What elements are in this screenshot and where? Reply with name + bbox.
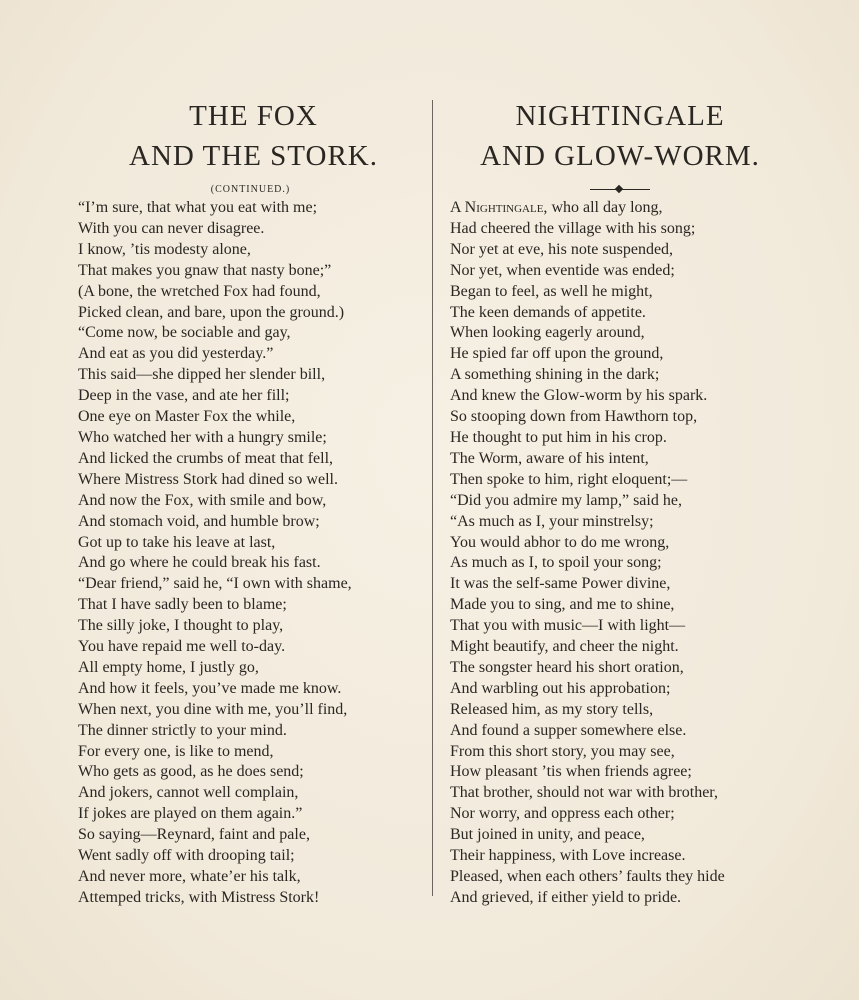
poem-line: You have repaid me well to-day. bbox=[78, 638, 286, 656]
poem-line: The silly joke, I thought to play, bbox=[78, 617, 284, 635]
column-divider bbox=[432, 100, 433, 896]
poem-line: Began to feel, as well he might, bbox=[450, 282, 653, 300]
poem-line: All empty home, I justly go, bbox=[78, 658, 259, 676]
poem-line: The Worm, aware of his intent, bbox=[450, 449, 649, 467]
right-poem bbox=[450, 198, 790, 909]
poem-line: “I’m sure, that what you eat with me; bbox=[78, 199, 318, 216]
left-column bbox=[78, 96, 423, 909]
poem-line: The keen demands of appetite. bbox=[450, 303, 646, 321]
right-title bbox=[450, 96, 790, 176]
poem-line: “Did you admire my lamp,” said he, bbox=[450, 491, 682, 509]
poem-line: Picked clean, and bare, upon the ground.) bbox=[78, 303, 345, 321]
poem-line: But joined in unity, and peace, bbox=[450, 826, 645, 844]
poem-line: “Come now, be sociable and gay, bbox=[78, 324, 291, 342]
left-poem bbox=[78, 198, 423, 909]
poem-line: This said—she dipped her slender bill, bbox=[78, 366, 326, 384]
poem-line: That I have sadly been to blame; bbox=[78, 596, 287, 614]
poem-line: “As much as I, your minstrelsy; bbox=[450, 512, 654, 530]
poem-line: Pleased, when each others’ faults they hide bbox=[450, 868, 725, 885]
poem-line: And warbling out his approbation; bbox=[450, 679, 671, 697]
poem-line: I know, ’tis modesty alone, bbox=[78, 240, 251, 258]
poem-line: And knew the Glow-worm by his spark. bbox=[450, 387, 708, 405]
poem-line: Who watched her with a hungry smile; bbox=[78, 428, 327, 446]
poem-line: And how it feels, you’ve made me know. bbox=[78, 679, 342, 697]
poem-line: The songster heard his short oration, bbox=[450, 658, 684, 676]
poem-line: And go where he could break his fast. bbox=[78, 554, 321, 572]
poem-line: That you with music—I with light— bbox=[450, 617, 686, 635]
poem-line: Had cheered the village with his song; bbox=[450, 219, 696, 237]
poem-line: Made you to sing, and me to shine, bbox=[450, 596, 675, 614]
poem-line: And found a supper somewhere else. bbox=[450, 721, 687, 739]
poem-line: Their happiness, with Love increase. bbox=[450, 847, 686, 865]
poem-line: From this short story, you may see, bbox=[450, 742, 675, 760]
left-title-line1: THE FOX bbox=[189, 100, 318, 132]
poem-line: Who gets as good, as he does send; bbox=[78, 763, 304, 781]
poem-line: The dinner strictly to your mind. bbox=[78, 721, 287, 739]
poem-line: That brother, should not war with brother, bbox=[450, 784, 718, 802]
poem-line: And jokers, cannot well complain, bbox=[78, 784, 299, 802]
poem-line: One eye on Master Fox the while, bbox=[78, 408, 296, 426]
poem-line: Might beautify, and cheer the night. bbox=[450, 638, 679, 656]
poem-line: Deep in the vase, and ate her fill; bbox=[78, 387, 290, 405]
poem-line: Released him, as my story tells, bbox=[450, 700, 654, 718]
poem-line: How pleasant ’tis when friends agree; bbox=[450, 763, 692, 781]
poem-line: Nor yet, when eventide was ended; bbox=[450, 261, 675, 279]
poem-line: Went sadly off with drooping tail; bbox=[78, 847, 295, 865]
poem-line: Nor worry, and oppress each other; bbox=[450, 805, 675, 823]
poem-line: It was the self-same Power divine, bbox=[450, 575, 671, 593]
poem-line: Then spoke to him, right eloquent;— bbox=[450, 470, 688, 488]
right-title-line2: AND GLOW-WORM. bbox=[480, 140, 760, 172]
left-title-line2: AND THE STORK. bbox=[129, 140, 378, 172]
poem-line: And grieved, if either yield to pride. bbox=[450, 888, 682, 906]
poem-line bbox=[450, 198, 790, 219]
poem-line: That makes you gnaw that nasty bone;” bbox=[78, 261, 332, 279]
poem-line: And eat as you did yesterday.” bbox=[78, 345, 274, 363]
left-title bbox=[84, 96, 423, 176]
poem-line: So stooping down from Hawthorn top, bbox=[450, 408, 698, 426]
poem-line: Nor yet at eve, his note suspended, bbox=[450, 240, 674, 258]
poem-line: So saying—Reynard, faint and pale, bbox=[78, 826, 310, 844]
poem-line: (A bone, the wretched Fox had found, bbox=[78, 282, 321, 300]
poem-line: And never more, whate’er his talk, bbox=[78, 868, 301, 885]
first-word: A Nightingale, bbox=[450, 199, 548, 216]
poem-line: “Dear friend,” said he, “I own with shame, bbox=[78, 575, 352, 593]
left-subtitle: (CONTINUED.) bbox=[210, 184, 291, 195]
poem-line: He spied far off upon the ground, bbox=[450, 345, 664, 363]
poem-line: Where Mistress Stork had dined so well. bbox=[78, 470, 338, 488]
poem-line: With you can never disagree. bbox=[78, 219, 265, 237]
poem-line: Attemped tricks, with Mistress Stork! bbox=[78, 888, 320, 906]
poem-line: And now the Fox, with smile and bow, bbox=[78, 491, 327, 509]
poem-line: And licked the crumbs of meat that fell, bbox=[78, 449, 334, 467]
first-line-rest: who all day long, bbox=[547, 199, 663, 216]
poem-line: You would abhor to do me wrong, bbox=[450, 533, 670, 551]
poem-line: When looking eagerly around, bbox=[450, 324, 645, 342]
poem-line: He thought to put him in his crop. bbox=[450, 428, 667, 446]
poem-line: And stomach void, and humble brow; bbox=[78, 512, 320, 530]
right-title-line1: NIGHTINGALE bbox=[515, 100, 725, 132]
right-column bbox=[450, 96, 790, 909]
poem-line: Got up to take his leave at last, bbox=[78, 533, 276, 551]
poem-line: As much as I, to spoil your song; bbox=[450, 554, 662, 572]
poem-line: For every one, is like to mend, bbox=[78, 742, 274, 760]
poem-line: When next, you dine with me, you’ll find, bbox=[78, 700, 348, 718]
title-ornament-icon bbox=[590, 186, 650, 194]
poem-line: If jokes are played on them again.” bbox=[78, 805, 303, 823]
poem-line: A something shining in the dark; bbox=[450, 366, 660, 384]
